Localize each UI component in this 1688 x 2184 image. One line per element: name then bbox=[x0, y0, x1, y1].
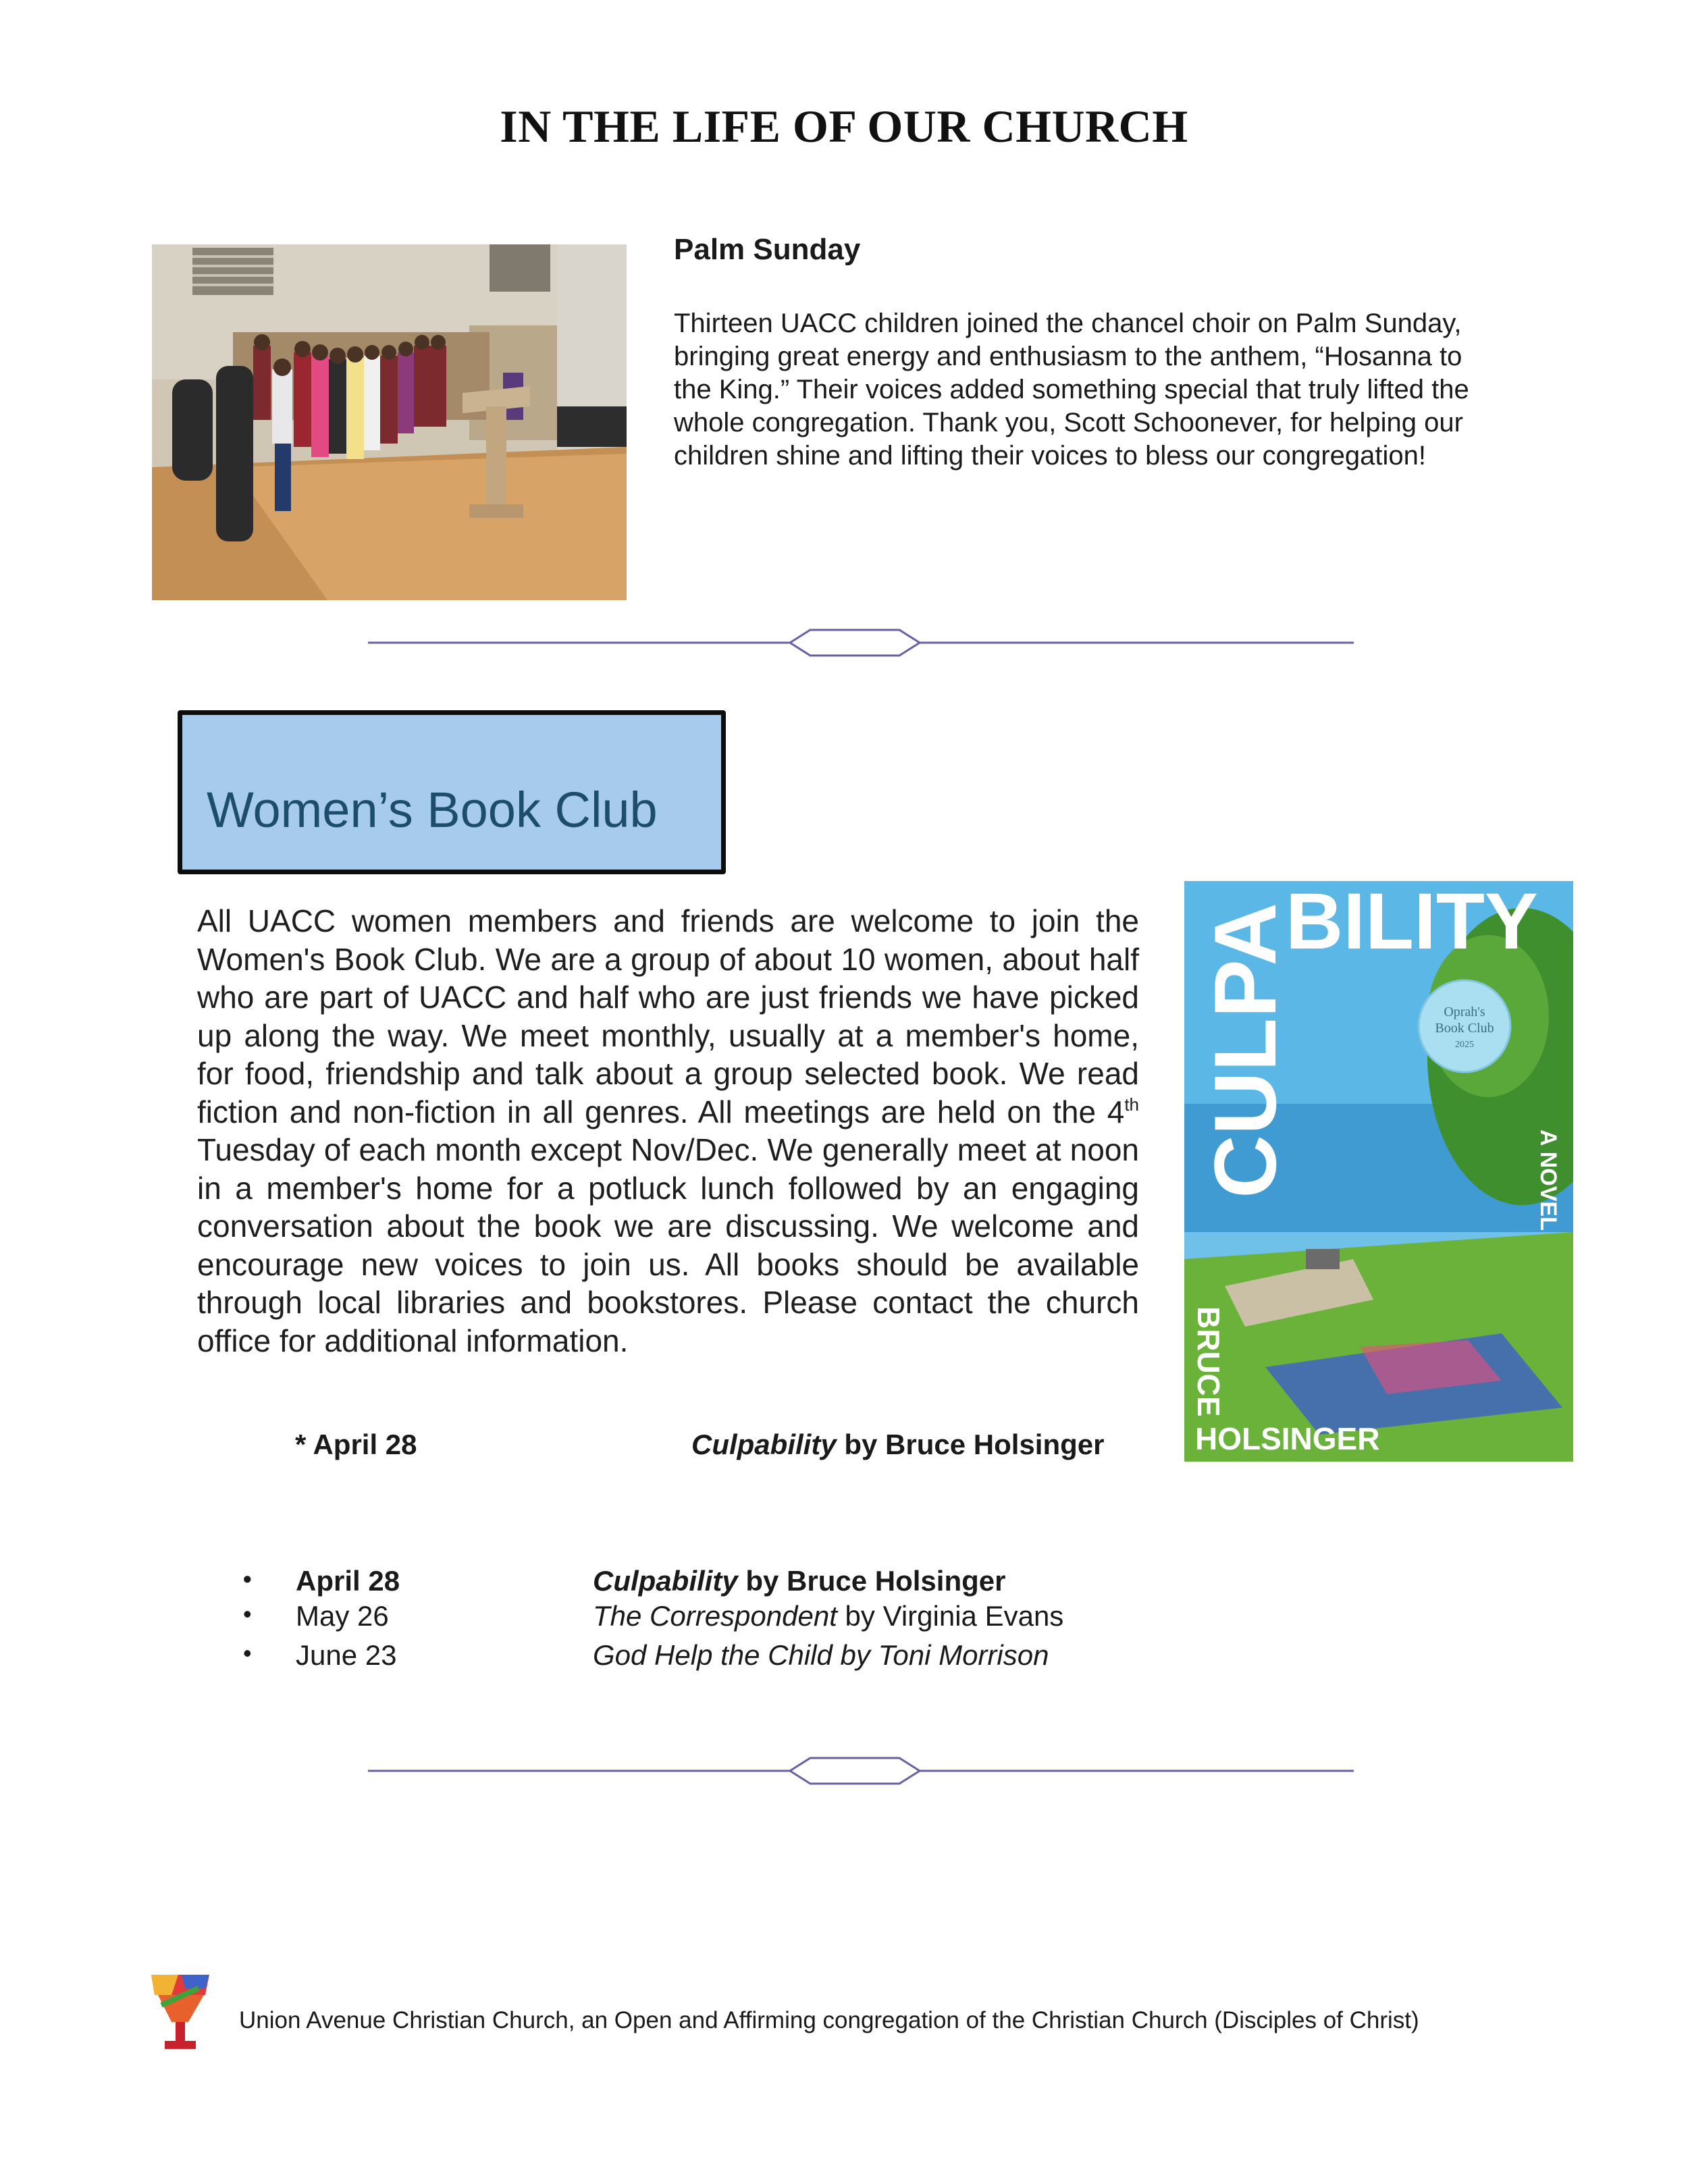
footer-text: Union Avenue Christian Church, an Open and Affirming congregation of the Christian Church (Disciples of Christ) bbox=[239, 2007, 1419, 2033]
section-divider bbox=[368, 626, 1354, 660]
bullet: • bbox=[243, 1639, 252, 1667]
cover-author-last: HOLSINGER bbox=[1195, 1421, 1380, 1456]
palm-sunday-heading: Palm Sunday bbox=[674, 233, 861, 266]
cover-tagline: A NOVEL bbox=[1535, 1129, 1561, 1231]
badge-line-2: Book Club bbox=[1435, 1021, 1494, 1036]
book-cover-image bbox=[1184, 881, 1573, 1462]
palm-sunday-body: Thirteen UACC children joined the chancel choir on Palm Sunday, bringing great energy and enthusiasm to the anthem, “Hosanna to the King.” Their voices added something special that truly lifted the whole congregation. Thank you, Scott Schoonever, for helping our children shine and lifting their voices to bless our congregation! bbox=[674, 309, 1469, 471]
featured-book-title: Culpability bbox=[691, 1429, 837, 1460]
cover-author-first: BRUCE bbox=[1191, 1306, 1226, 1417]
schedule-book-author: by Bruce Holsinger bbox=[737, 1565, 1006, 1597]
bullet: • bbox=[243, 1565, 252, 1593]
choir-photo bbox=[152, 244, 627, 600]
schedule-book-author: by Virginia Evans bbox=[837, 1600, 1064, 1632]
schedule-date: May 26 bbox=[296, 1600, 389, 1632]
schedule-book-title: God Help the Child by Toni Morrison bbox=[593, 1639, 1049, 1671]
schedule-book-title: The Correspondent bbox=[593, 1600, 837, 1632]
badge-line-1: Oprah's bbox=[1444, 1005, 1485, 1019]
schedule-date: April 28 bbox=[296, 1565, 400, 1597]
schedule-book bbox=[593, 1639, 1049, 1672]
schedule-book-title: Culpability bbox=[593, 1565, 738, 1597]
bullet: • bbox=[243, 1600, 252, 1628]
chalice-logo-icon bbox=[151, 1975, 209, 2050]
schedule-book bbox=[593, 1600, 1063, 1632]
cover-title-horizontal: BILITY bbox=[1286, 881, 1538, 966]
cover-title-vertical: CULPA bbox=[1196, 902, 1294, 1198]
featured-meeting-date: * April 28 bbox=[295, 1429, 417, 1460]
featured-book-author: by Bruce Holsinger bbox=[836, 1429, 1105, 1460]
book-club-header-box bbox=[178, 710, 726, 874]
schedule-date: June 23 bbox=[296, 1639, 397, 1671]
ordinal-suffix: th bbox=[1124, 1094, 1139, 1115]
featured-book bbox=[691, 1429, 1104, 1461]
book-club-title: Women’s Book Club bbox=[207, 782, 658, 838]
badge-line-3: 2025 bbox=[1455, 1040, 1474, 1050]
page-title: IN THE LIFE OF OUR CHURCH bbox=[500, 101, 1188, 152]
book-club-description bbox=[197, 902, 1139, 1360]
book-club-description-part1: All UACC women members and friends are welcome to join the Women's Book Club. We are a group of about 10 women, about half who are part of UACC and half who are just friends we have picked up along the way. We meet monthly, usually at a member's home, for food, friendship and talk about a group selected book. We read fiction and non-fiction in all genres. All meetings are held on the 4 bbox=[197, 903, 1139, 1129]
book-club-description-part2: Tuesday of each month except Nov/Dec. We generally meet at noon in a member's home for a potluck lunch followed by an engaging conversation about the book we are discussing. We welcome and encourage new voices to join us. All books should be available through local libraries and bookstores. Please contact the church office for additional information. bbox=[197, 1132, 1139, 1358]
section-divider bbox=[368, 1754, 1354, 1788]
schedule-book bbox=[593, 1565, 1005, 1597]
